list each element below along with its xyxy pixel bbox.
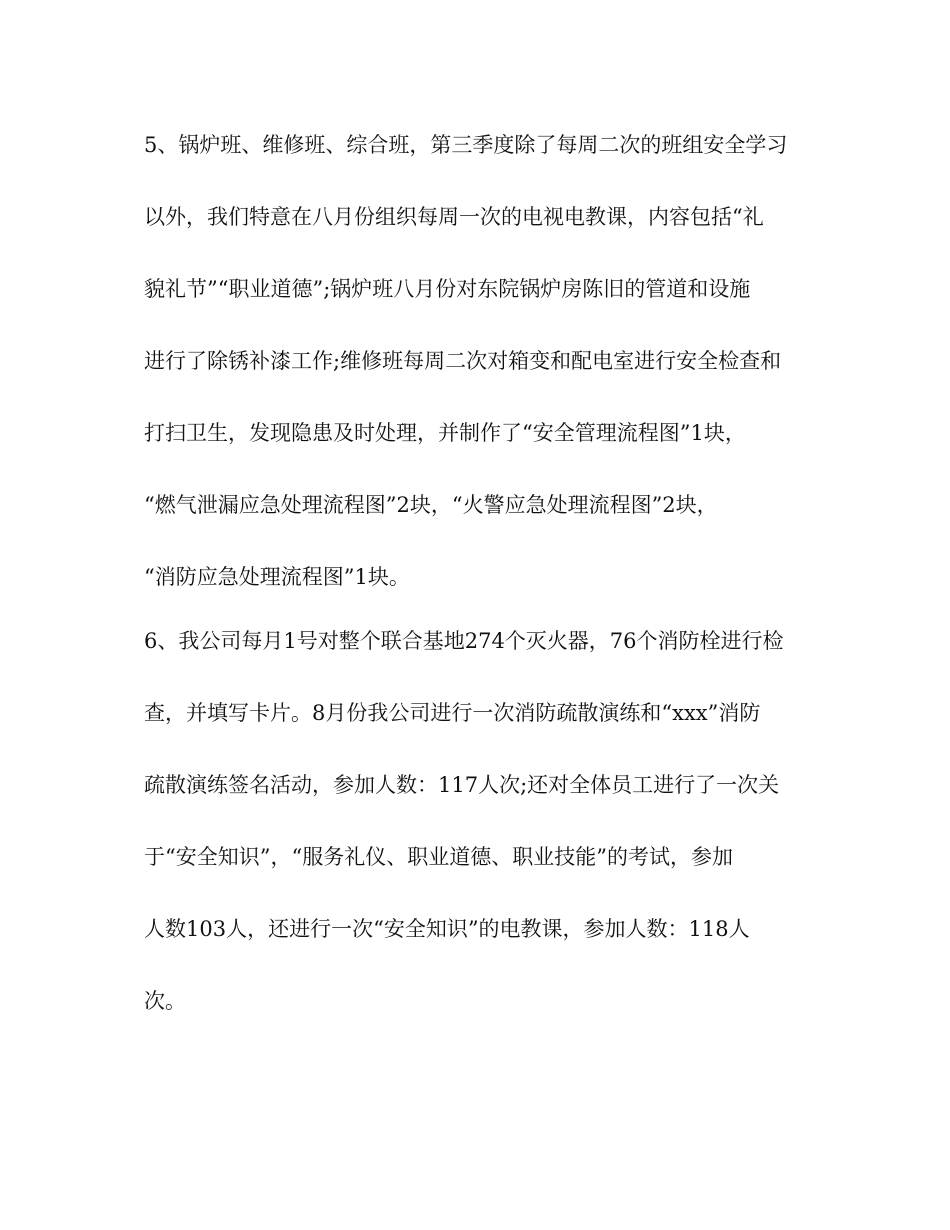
paragraph-6-line-6: 次。 [144, 989, 186, 1013]
paragraph-6-line-1: 6、我公司每月1号对整个联合基地274个灭火器，76个消防栓进行检 [144, 629, 784, 653]
paragraph-6-line-3: 疏散演练签名活动，参加人数：117人次;还对全体员工进行了一次关 [144, 773, 780, 797]
paragraph-6-line-2: 查，并填写卡片。8月份我公司进行一次消防疏散演练和“xxx”消防 [144, 701, 761, 725]
paragraph-5-line-3: 貌礼节”“职业道德”;锅炉班八月份对东院锅炉房陈旧的管道和设施 [144, 277, 751, 301]
paragraph-5-line-4: 进行了除锈补漆工作;维修班每周二次对箱变和配电室进行安全检查和 [144, 349, 782, 373]
paragraph-5-line-6: “燃气泄漏应急处理流程图”2块，“火警应急处理流程图”2块， [144, 493, 718, 517]
paragraph-5-line-5: 打扫卫生，发现隐患及时处理，并制作了“安全管理流程图”1块， [144, 421, 746, 445]
paragraph-5-line-7: “消防应急处理流程图”1块。 [144, 565, 410, 589]
paragraph-6-line-4: 于“安全知识”，“服务礼仪、职业道德、职业技能”的考试，参加 [144, 845, 733, 869]
paragraph-5-line-2: 以外，我们特意在八月份组织每周一次的电视电教课，内容包括“礼 [144, 205, 764, 229]
paragraph-5-line-1: 5、锅炉班、维修班、综合班，第三季度除了每周二次的班组安全学习 [144, 133, 788, 157]
paragraph-6-line-5: 人数103人，还进行一次“安全知识”的电教课，参加人数：118人 [144, 917, 750, 941]
